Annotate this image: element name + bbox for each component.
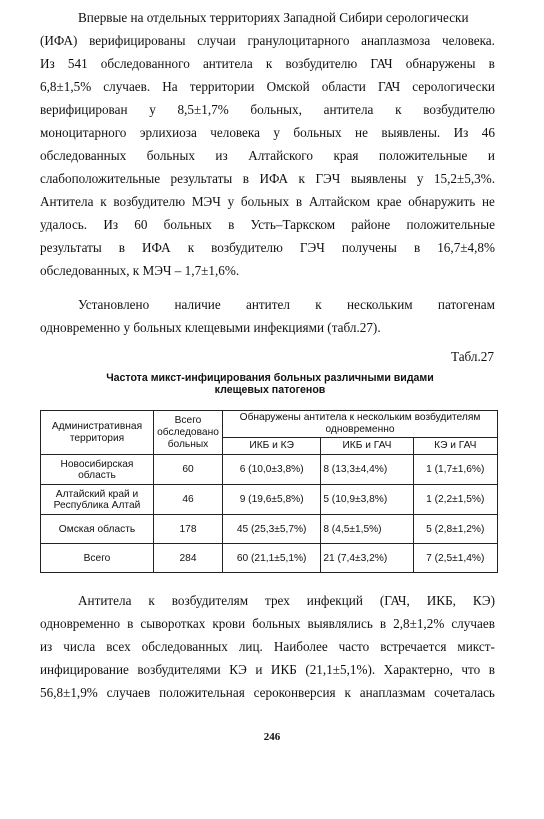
text-line: Впервые на отдельных территориях Западной Сибири серологически [78,10,469,25]
word: возбудителю [423,102,495,117]
word: Антитела [78,593,132,608]
word: больных [163,217,212,232]
cell-ke-gach: 1 (1,7±1,6%) [413,455,497,485]
table-title-line: Частота микст-инфицирования больных различными видами [106,372,434,384]
word: выявлены. [381,125,441,140]
word: из [40,639,53,654]
header-territory: Административная территория [41,411,154,455]
cell-ke-gach: 7 (2,5±1,4%) [413,544,497,573]
word: что [461,662,481,677]
word: больных [293,125,342,140]
cell-territory: Алтайский край и Республика Алтай [41,485,154,515]
cell-territory: Новосибирская область [41,455,154,485]
word: возбудителю [211,240,283,255]
word: часто [338,639,370,654]
word: в [118,240,125,255]
word: в [295,194,303,209]
word: удалось. [40,217,88,232]
word: ИФА [142,240,171,255]
word: Характерно, [383,662,453,677]
word: возбудителям [171,593,249,608]
table-row [41,455,498,485]
table-row [41,515,498,544]
word: возбудителями [137,662,221,677]
cell-total: 60 [154,455,223,485]
word: к [395,102,402,117]
header-total: Всего обследовано больных [154,411,223,455]
word: положительная [159,685,245,700]
word: к [100,194,107,209]
cell-ikb-ke: 45 (25,3±5,7%) [223,515,321,544]
word: нескольким [346,297,413,312]
word: обследованного [100,56,190,71]
word: и [255,662,263,677]
word: к [187,240,195,255]
word: случаев [451,616,495,631]
word: ГЭЧ [299,240,325,255]
paragraph-3 [40,589,495,704]
word: больных [252,616,301,631]
word: в [379,616,387,631]
word: выявлены [350,171,407,186]
word: у [416,171,424,186]
word: инфекций [306,593,363,608]
subheader: КЭ и ГАЧ [413,438,497,455]
cell-ikb-gach: 8 (4,5±1,5%) [321,515,413,544]
text-line [40,681,495,704]
word: одновременно [40,616,121,631]
word: 16,7±4,8% [437,240,495,255]
word: к [315,297,322,312]
word: верифицирован [40,102,128,117]
word: обследованных [141,639,228,654]
table-row [41,544,498,573]
word: сероконверсия [253,685,336,700]
word: районе [351,217,391,232]
paragraph-1 [40,6,495,282]
word: слабоположительные [40,171,161,186]
header-detected: Обнаружены антитела к нескольким возбудителям одновременно [223,411,498,438]
word: случаев. [103,79,151,94]
word: крае [376,194,402,209]
word: 8,5±1,7% [177,102,229,117]
subheader: ИКБ и КЭ [223,438,321,455]
text-line [40,167,495,190]
word: КЭ) [472,593,495,608]
word: трех [265,593,290,608]
word: наличие [174,297,221,312]
text-line [40,75,495,98]
cell-ikb-ke: 6 (10,0±3,8%) [223,455,321,485]
text-line [40,121,495,144]
word: к [298,171,305,186]
word: ГАЧ [370,56,393,71]
word: в [413,240,421,255]
word: КЭ [229,662,247,677]
word: антител [245,297,290,312]
word: Антитела [40,194,94,209]
word: Усть–Таркском [250,217,336,232]
word: Из [103,217,119,232]
word: обследованных [40,148,127,163]
text-line [40,635,495,658]
word: возбудителю [113,194,186,209]
word: ГЭЧ [315,171,341,186]
word: 46 [481,125,495,140]
word: анаплазмоза [361,33,431,48]
word: края [333,148,359,163]
word: Наиболее [273,639,328,654]
word: результаты [40,240,102,255]
word: ИКБ, [426,593,456,608]
cell-territory: Всего [41,544,154,573]
text-line: одновременно у больных клещевыми инфекциями (табл.27). [40,320,381,335]
word: инфицирование [40,662,129,677]
cell-ikb-gach: 21 (7,4±3,2%) [321,544,413,573]
word: На [162,79,178,94]
word: верифицированы [89,33,186,48]
word: патогенам [437,297,495,312]
word: к [344,685,351,700]
word: серологически [412,79,495,94]
word: (21,1±5,1%). [305,662,376,677]
word: в [127,616,134,631]
word: (ИФА) [40,33,78,48]
word: Из [40,56,55,71]
word: Алтайского [248,148,313,163]
table-title [40,372,500,396]
text-line [40,658,495,681]
word: больных [146,148,195,163]
data-table [40,410,498,573]
word: территории [189,79,255,94]
cell-ke-gach: 5 (2,8±1,2%) [413,515,497,544]
word: сочеталась [434,685,495,700]
word: области [321,79,366,94]
word: лиц. [238,639,263,654]
word: гранулоцитарного [247,33,350,48]
word: случаев [106,685,151,700]
word: человека [210,125,260,140]
page-number: 246 [263,731,281,743]
word: в [488,56,495,71]
word: обнаружены [405,56,476,71]
word: (ГАЧ, [379,593,410,608]
cell-ikb-gach: 5 (10,9±3,8%) [321,485,413,515]
word: 6,8±1,5% [40,79,92,94]
word: антитела [323,102,374,117]
word: и [487,148,495,163]
text-line [40,29,495,52]
cell-ke-gach: 1 (2,2±1,5%) [413,485,497,515]
word: ГАЧ [377,79,401,94]
word: эрлихиоза [139,125,197,140]
table-label: Табл.27 [450,349,494,364]
text-line: обследованных, к МЭЧ – 1,7±1,6%. [40,263,240,278]
word: анаплазмам [359,685,426,700]
cell-total: 178 [154,515,223,544]
word: антитела [202,56,253,71]
word: всех [106,639,131,654]
word: обнаружить [408,194,476,209]
word: в [228,217,235,232]
word: Установлено [78,297,150,312]
word: 60 [134,217,148,232]
word: не [481,194,495,209]
text-line [40,589,495,612]
text-line [40,144,495,167]
word: МЭЧ [191,194,221,209]
cell-territory: Омская область [41,515,154,544]
word: Алтайском [308,194,371,209]
word: у [227,194,235,209]
word: Омской [266,79,310,94]
text-line [40,236,495,259]
word: 15,2±5,3%. [433,171,495,186]
word: числа [63,639,96,654]
cell-ikb-gach: 8 (13,3±4,4%) [321,455,413,485]
word: моноцитарного [40,125,127,140]
word: возбудителю [285,56,358,71]
word: получены [341,240,397,255]
word: из [215,148,228,163]
word: 2,8±1,2% [393,616,445,631]
word: 56,8±1,9% [40,685,98,700]
word: микст- [457,639,495,654]
text-line [40,98,495,121]
word: положительные [378,148,468,163]
table-title-line: клещевых патогенов [214,384,326,396]
word: случаи [197,33,236,48]
word: больных [240,194,290,209]
word: результаты [170,171,233,186]
word: крови [212,616,246,631]
word: в [488,662,495,677]
word: у [149,102,156,117]
word: сыворотках [140,616,206,631]
word: человека. [441,33,495,48]
word: ИФА [259,171,289,186]
word: к [148,593,155,608]
cell-ikb-ke: 60 (21,1±5,1%) [223,544,321,573]
text-line [40,52,495,75]
word: у [273,125,280,140]
word: к [265,56,273,71]
word: 541 [67,56,88,71]
cell-total: 284 [154,544,223,573]
cell-ikb-ke: 9 (19,6±5,8%) [223,485,321,515]
text-line [40,190,495,213]
subheader: ИКБ и ГАЧ [321,438,413,455]
word: больных, [250,102,302,117]
text-line [40,213,495,236]
word: встречается [380,639,447,654]
word: ИКБ [270,662,297,677]
word: в [242,171,249,186]
text-line [40,293,495,316]
text-line [40,612,495,635]
paragraph-2 [40,293,495,339]
word: не [355,125,368,140]
cell-total: 46 [154,485,223,515]
word: положительные [406,217,495,232]
word: Из [453,125,469,140]
word: выявлялись [307,616,373,631]
table-row [41,485,498,515]
